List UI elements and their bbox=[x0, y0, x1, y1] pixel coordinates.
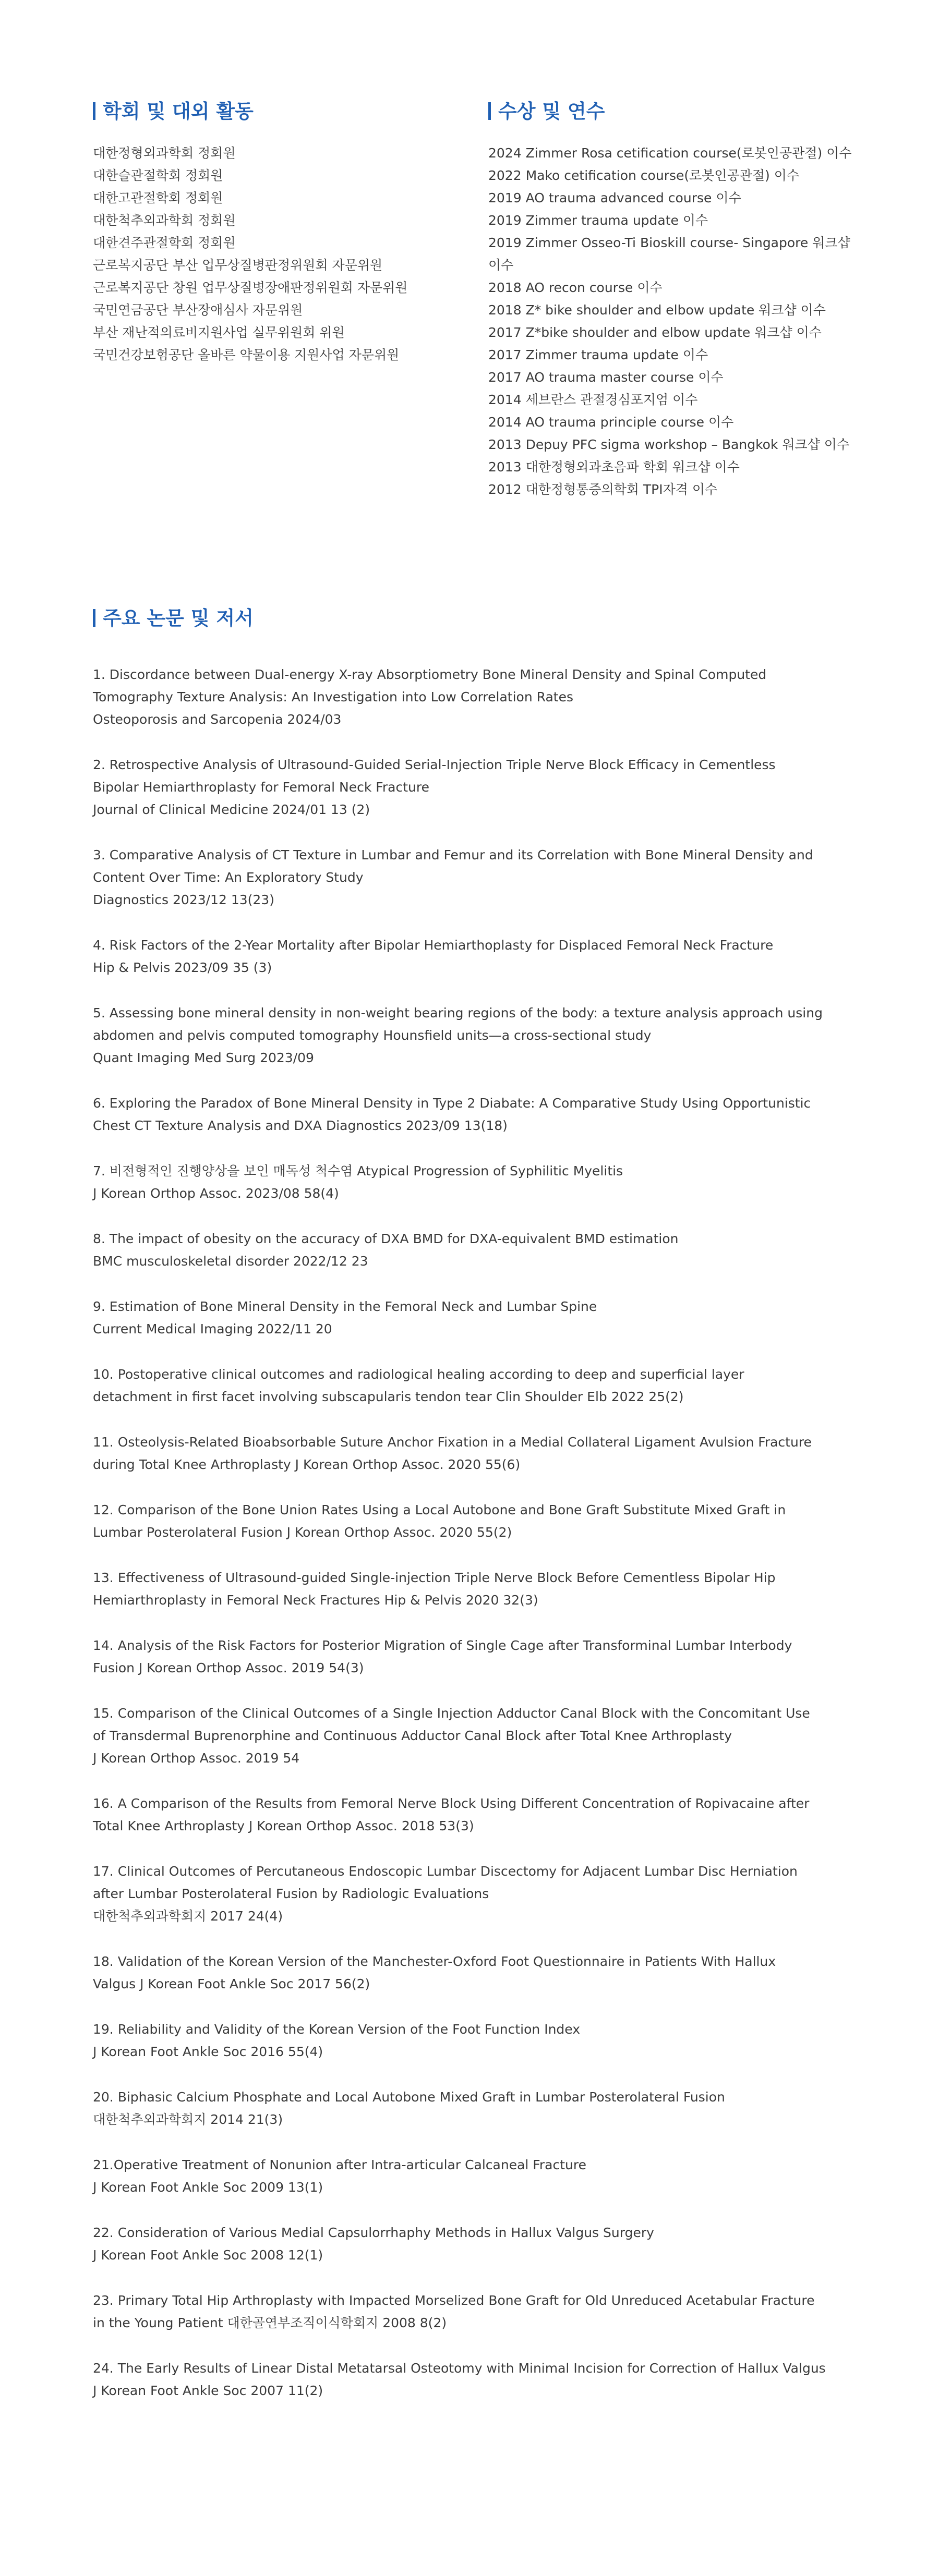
paper-item bbox=[93, 1792, 844, 1837]
activity-item: 대한슬관절학회 정회원 bbox=[93, 168, 223, 183]
paper-line: 20. Biphasic Calcium Phosphate and Local Autobone Mixed Graft in Lumbar Posterolateral Fusion bbox=[93, 2089, 725, 2105]
papers-heading-text: 주요 논문 및 저서 bbox=[103, 607, 254, 629]
paper-line: 6. Exploring the Paradox of Bone Mineral Density in Type 2 Diabate: A Comparative Study Using Opportunistic bbox=[93, 1096, 811, 1111]
paper-line: Quant Imaging Med Surg 2023/09 bbox=[93, 1050, 314, 1065]
papers-list bbox=[93, 663, 844, 2425]
award-item: 2013 대한정형외과초음파 학회 워크샵 이수 bbox=[488, 459, 740, 475]
paper-line: 19. Reliability and Validity of the Korean Version of the Foot Function Index bbox=[93, 2022, 581, 2037]
paper-line: 15. Comparison of the Clinical Outcomes of a Single Injection Adductor Canal Block with the Concomitant Use bbox=[93, 1706, 810, 1721]
award-item: 2019 Zimmer trauma update 이수 bbox=[488, 213, 708, 228]
paper-line: Hemiarthroplasty in Femoral Neck Fractures Hip & Pelvis 2020 32(3) bbox=[93, 1593, 538, 1608]
activity-item: 대한척추외과학회 정회원 bbox=[93, 213, 236, 228]
paper-line: 7. 비전형적인 진행양상을 보인 매독성 척수염 Atypical Progression of Syphilitic Myelitis bbox=[93, 1163, 623, 1178]
paper-line: 17. Clinical Outcomes of Percutaneous Endoscopic Lumbar Discectomy for Adjacent Lumbar Disc Herniation bbox=[93, 1864, 798, 1879]
award-item: 2019 AO trauma advanced course 이수 bbox=[488, 190, 741, 205]
paper-line: J Korean Foot Ankle Soc 2008 12(1) bbox=[93, 2247, 323, 2263]
paper-line: Journal of Clinical Medicine 2024/01 13 (2) bbox=[93, 802, 370, 817]
activity-item: 근로복지공단 창원 업무상질병장애판정위원회 자문위원 bbox=[93, 280, 408, 295]
paper-line: 12. Comparison of the Bone Union Rates Using a Local Autobone and Bone Graft Substitute Mixed Graft in bbox=[93, 1502, 786, 1517]
heading-accent-bar bbox=[488, 102, 491, 120]
award-item: 2014 AO trauma principle course 이수 bbox=[488, 415, 734, 430]
activities-section-heading bbox=[93, 99, 254, 124]
paper-line: 11. Osteolysis-Related Bioabsorbable Suture Anchor Fixation in a Medial Collateral Ligament Avulsion Fracture bbox=[93, 1435, 812, 1450]
paper-line: 2. Retrospective Analysis of Ultrasound-Guided Serial-Injection Triple Nerve Block Efficacy in Cementless bbox=[93, 757, 776, 772]
paper-line: 10. Postoperative clinical outcomes and radiological healing according to deep and superficial layer bbox=[93, 1367, 744, 1382]
paper-item bbox=[93, 1860, 844, 1927]
heading-accent-bar bbox=[93, 609, 95, 627]
paper-line: Fusion J Korean Orthop Assoc. 2019 54(3) bbox=[93, 1660, 364, 1675]
award-item: 2014 세브란스 관절경심포지엄 이수 bbox=[488, 392, 698, 407]
activity-item: 대한고관절학회 정회원 bbox=[93, 190, 223, 205]
heading-accent-bar bbox=[93, 102, 95, 120]
paper-line: J Korean Orthop Assoc. 2023/08 58(4) bbox=[93, 1186, 339, 1201]
paper-line: of Transdermal Buprenorphine and Continuous Adductor Canal Block after Total Knee Arthroplasty bbox=[93, 1728, 732, 1743]
paper-line: Hip & Pelvis 2023/09 35 (3) bbox=[93, 960, 272, 975]
awards-list bbox=[488, 142, 874, 501]
paper-item bbox=[93, 1566, 844, 1611]
paper-item bbox=[93, 754, 844, 821]
award-item: 이수 bbox=[488, 258, 514, 273]
paper-line: 18. Validation of the Korean Version of the Manchester-Oxford Foot Questionnaire in Patients With Hallux bbox=[93, 1954, 776, 1969]
paper-line: J Korean Foot Ankle Soc 2007 11(2) bbox=[93, 2383, 323, 2398]
paper-line: J Korean Foot Ankle Soc 2009 13(1) bbox=[93, 2180, 323, 2195]
paper-line: Chest CT Texture Analysis and DXA Diagnostics 2023/09 13(18) bbox=[93, 1118, 508, 1133]
award-item: 2013 Depuy PFC sigma workshop – Bangkok 워크샵 이수 bbox=[488, 437, 850, 452]
paper-line: 21.Operative Treatment of Nonunion after Intra-articular Calcaneal Fracture bbox=[93, 2157, 586, 2172]
paper-line: after Lumbar Posterolateral Fusion by Radiologic Evaluations bbox=[93, 1886, 489, 1901]
papers-section-heading bbox=[93, 606, 254, 631]
paper-item bbox=[93, 1499, 844, 1544]
paper-line: 9. Estimation of Bone Mineral Density in the Femoral Neck and Lumbar Spine bbox=[93, 1299, 597, 1314]
activity-item: 부산 재난적의료비지원사업 실무위원회 위원 bbox=[93, 325, 345, 340]
activity-item: 국민연금공단 부산장애심사 자문위원 bbox=[93, 302, 303, 318]
paper-line: 8. The impact of obesity on the accuracy of DXA BMD for DXA-equivalent BMD estimation bbox=[93, 1231, 679, 1246]
awards-section-heading bbox=[488, 99, 605, 124]
paper-line: 대한척추외과학회지 2014 21(3) bbox=[93, 2112, 283, 2127]
award-item: 2017 AO trauma master course 이수 bbox=[488, 370, 724, 385]
paper-item bbox=[93, 1160, 844, 1205]
award-item: 2017 Z*bike shoulder and elbow update 워크샵 이수 bbox=[488, 325, 822, 340]
activities-list bbox=[93, 142, 458, 366]
awards-heading-text: 수상 및 연수 bbox=[498, 100, 605, 123]
paper-line: 5. Assessing bone mineral density in non-weight bearing regions of the body: a texture analysis approach using bbox=[93, 1005, 823, 1020]
paper-line: 대한척추외과학회지 2017 24(4) bbox=[93, 1909, 283, 1924]
activity-item: 국민건강보험공단 올바른 약물이용 지원사업 자문위원 bbox=[93, 347, 400, 362]
paper-item bbox=[93, 2154, 844, 2198]
paper-line: 23. Primary Total Hip Arthroplasty with Impacted Morselized Bone Graft for Old Unreduced Acetabular Fracture bbox=[93, 2293, 815, 2308]
paper-item bbox=[93, 1431, 844, 1476]
paper-line: 22. Consideration of Various Medial Capsulorrhaphy Methods in Hallux Valgus Surgery bbox=[93, 2225, 654, 2240]
paper-line: 13. Effectiveness of Ultrasound-guided Single-injection Triple Nerve Block Before Cementless Bipolar Hip bbox=[93, 1570, 776, 1585]
activities-heading-text: 학회 및 대외 활동 bbox=[103, 100, 254, 123]
paper-line: during Total Knee Arthroplasty J Korean Orthop Assoc. 2020 55(6) bbox=[93, 1457, 521, 1472]
paper-line: Diagnostics 2023/12 13(23) bbox=[93, 892, 274, 907]
paper-item bbox=[93, 1228, 844, 1272]
paper-line: 16. A Comparison of the Results from Femoral Nerve Block Using Different Concentration of Ropivacaine after bbox=[93, 1796, 810, 1811]
award-item: 2018 AO recon course 이수 bbox=[488, 280, 663, 295]
paper-item bbox=[93, 1002, 844, 1069]
paper-item bbox=[93, 2289, 844, 2334]
paper-item bbox=[93, 2086, 844, 2131]
paper-line: BMC musculoskeletal disorder 2022/12 23 bbox=[93, 1254, 368, 1269]
award-item: 2017 Zimmer trauma update 이수 bbox=[488, 347, 708, 362]
paper-line: 14. Analysis of the Risk Factors for Posterior Migration of Single Cage after Transforminal Lumbar Interbody bbox=[93, 1638, 792, 1653]
award-item: 2018 Z* bike shoulder and elbow update 워크샵 이수 bbox=[488, 302, 826, 318]
paper-item bbox=[93, 2357, 844, 2402]
activity-item: 대한정형외과학회 정회원 bbox=[93, 145, 236, 161]
paper-item bbox=[93, 1702, 844, 1769]
paper-line: 1. Discordance between Dual-energy X-ray Absorptiometry Bone Mineral Density and Spinal Computed bbox=[93, 667, 767, 682]
paper-item bbox=[93, 2018, 844, 2063]
activity-item: 대한견주관절학회 정회원 bbox=[93, 235, 236, 250]
paper-item bbox=[93, 1634, 844, 1679]
paper-item bbox=[93, 663, 844, 731]
paper-line: in the Young Patient 대한골연부조직이식학회지 2008 8(2) bbox=[93, 2315, 447, 2330]
paper-line: Current Medical Imaging 2022/11 20 bbox=[93, 1321, 332, 1336]
paper-item bbox=[93, 1950, 844, 1995]
paper-line: J Korean Foot Ankle Soc 2016 55(4) bbox=[93, 2044, 323, 2059]
paper-item bbox=[93, 844, 844, 911]
paper-item bbox=[93, 934, 844, 979]
paper-line: 24. The Early Results of Linear Distal Metatarsal Osteotomy with Minimal Incision for Correction of Hallux Valgus bbox=[93, 2361, 826, 2376]
paper-line: Valgus J Korean Foot Ankle Soc 2017 56(2) bbox=[93, 1976, 370, 1991]
paper-line: 3. Comparative Analysis of CT Texture in Lumbar and Femur and its Correlation with Bone Mineral Density and bbox=[93, 847, 813, 862]
award-item: 2022 Mako cetification course(로봇인공관절) 이수 bbox=[488, 168, 800, 183]
paper-line: Lumbar Posterolateral Fusion J Korean Orthop Assoc. 2020 55(2) bbox=[93, 1525, 512, 1540]
paper-line: 4. Risk Factors of the 2-Year Mortality after Bipolar Hemiarthoplasty for Displaced Femoral Neck Fracture bbox=[93, 938, 774, 953]
paper-line: Osteoporosis and Sarcopenia 2024/03 bbox=[93, 712, 342, 727]
paper-line: abdomen and pelvis computed tomography Hounsfield units—a cross-sectional study bbox=[93, 1028, 652, 1043]
award-item: 2012 대한정형통증의학회 TPI자격 이수 bbox=[488, 482, 718, 497]
paper-item bbox=[93, 1092, 844, 1137]
paper-line: detachment in first facet involving subscapularis tendon tear Clin Shoulder Elb 2022 25(2) bbox=[93, 1389, 684, 1404]
paper-item bbox=[93, 1295, 844, 1340]
paper-line: Content Over Time: An Exploratory Study bbox=[93, 870, 364, 885]
award-item: 2024 Zimmer Rosa cetification course(로봇인공관절) 이수 bbox=[488, 145, 852, 161]
paper-item bbox=[93, 2221, 844, 2266]
paper-line: J Korean Orthop Assoc. 2019 54 bbox=[93, 1751, 300, 1766]
paper-item bbox=[93, 1363, 844, 1408]
activity-item: 근로복지공단 부산 업무상질병판정위원회 자문위원 bbox=[93, 258, 383, 273]
award-item: 2019 Zimmer Osseo-Ti Bioskill course- Singapore 워크샵 bbox=[488, 235, 850, 250]
paper-line: Tomography Texture Analysis: An Investigation into Low Correlation Rates bbox=[93, 689, 573, 704]
paper-line: Bipolar Hemiarthroplasty for Femoral Neck Fracture bbox=[93, 780, 429, 795]
paper-line: Total Knee Arthroplasty J Korean Orthop Assoc. 2018 53(3) bbox=[93, 1818, 474, 1833]
